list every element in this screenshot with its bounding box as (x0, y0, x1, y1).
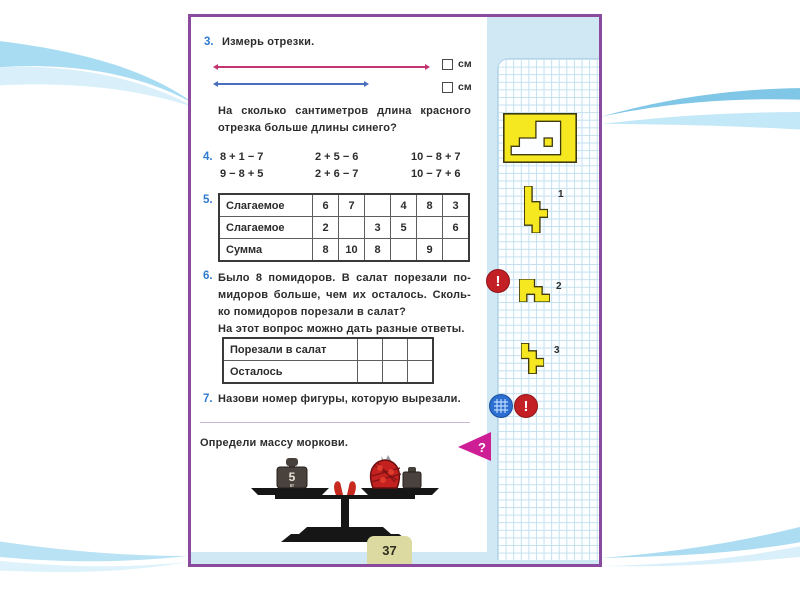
table-cell: 6 (443, 217, 470, 239)
answer-box-icon (442, 82, 453, 93)
exercise-7-text: Назови номер фигуры, которую вырезали. (218, 393, 461, 405)
page-bottom-strip (191, 552, 487, 564)
scale-beam (275, 495, 415, 499)
table-cell: 3 (443, 194, 470, 217)
figure-2-label: 2 (556, 281, 562, 292)
table-cell (365, 194, 391, 217)
table-cell: 3 (365, 217, 391, 239)
left-pointer (334, 481, 343, 495)
table-cell: 10 (339, 239, 365, 262)
table-cell: 4 (391, 194, 417, 217)
five-kg-weight (277, 458, 307, 489)
exercise-6-number: 6. (203, 270, 213, 282)
right-pan (361, 488, 439, 495)
grid-glyph (490, 395, 512, 417)
empty-cell (358, 361, 383, 384)
cm-label: см (458, 81, 472, 93)
question-glyph: ? (478, 440, 486, 455)
weight-value: 5 (288, 470, 296, 484)
small-weight (403, 467, 421, 488)
table-row (219, 194, 469, 217)
exercise-4-number: 4. (203, 151, 213, 163)
question-line: На сколько сантиметров длина красного (218, 105, 471, 117)
expression: 2 + 5 − 6 (315, 151, 359, 163)
figure-1 (524, 186, 548, 233)
text-line: мидоров больше, чем их осталось. Сколь- (218, 289, 471, 301)
expression: 9 − 8 + 5 (220, 168, 264, 180)
exclamation-icon (486, 269, 510, 293)
figure-3 (521, 343, 544, 374)
right-pointer (347, 481, 356, 495)
table-row (223, 361, 433, 384)
section-divider (200, 422, 470, 423)
textbook-page (191, 17, 487, 564)
table-cell (417, 217, 443, 239)
answer-box-icon (442, 59, 453, 70)
text-line: Было 8 помидоров. В салат порезали по- (218, 272, 471, 284)
carrot-bag (371, 455, 401, 488)
table-cell: 8 (417, 194, 443, 217)
table-cell: 2 (313, 217, 339, 239)
row-label: Осталось (223, 361, 358, 384)
exercise-7-number: 7. (203, 393, 213, 405)
expression: 8 + 1 − 7 (220, 151, 264, 163)
expression: 10 − 8 + 7 (411, 151, 461, 163)
table-cell (339, 217, 365, 239)
scale-base-upper (299, 527, 391, 534)
table-cell: 8 (313, 239, 339, 262)
empty-cell (358, 338, 383, 361)
question-line: отрезка больше длины синего? (218, 122, 398, 134)
table-cell: 6 (313, 194, 339, 217)
row-label: Порезали в салат (223, 338, 358, 361)
figure-2 (519, 279, 550, 302)
hole-notch (544, 138, 552, 146)
table-row (223, 338, 433, 361)
text-line: На этот вопрос можно дать разные ответы. (218, 323, 465, 335)
exercise-6-text (218, 270, 471, 338)
tomato-table (222, 337, 434, 384)
figure-3-label: 3 (554, 345, 560, 356)
empty-cell (408, 338, 434, 361)
exercise-4-expressions (220, 151, 470, 181)
table-row (219, 217, 469, 239)
red-segment (215, 66, 428, 68)
exercise-3-number: 3. (204, 36, 214, 48)
addition-table (218, 193, 470, 262)
textbook-page-frame (188, 14, 602, 567)
table-cell (391, 239, 417, 262)
question-arrow (457, 431, 492, 462)
cm-answer-row-2 (442, 81, 472, 93)
table-cell: 8 (365, 239, 391, 262)
grid-panel (487, 17, 599, 564)
table-cell (443, 239, 470, 262)
row-label: Слагаемое (219, 217, 313, 239)
table-row (219, 239, 469, 262)
table-cell: 5 (391, 217, 417, 239)
left-pan (251, 488, 329, 495)
exclamation-glyph: ! (523, 397, 529, 415)
weight-unit: кг (289, 483, 295, 489)
empty-cell (383, 338, 408, 361)
cutout-rectangle-figure (503, 113, 577, 163)
question-arrow-shape (457, 431, 492, 462)
expression: 2 + 6 − 7 (315, 168, 359, 180)
exclamation-glyph: ! (495, 272, 501, 290)
table-cell: 7 (339, 194, 365, 217)
figure-1-label: 1 (558, 189, 564, 200)
exercise-5-number: 5. (203, 194, 213, 206)
blue-segment (215, 83, 367, 85)
text-line: ко помидоров порезали в салат? (218, 306, 407, 318)
grid-notebook-icon (489, 394, 513, 418)
cm-label: см (458, 58, 472, 70)
scale-post (341, 499, 349, 527)
page-number-tab: 37 (367, 536, 412, 564)
exercise-3-title: Измерь отрезки. (222, 36, 315, 48)
empty-cell (383, 361, 408, 384)
exercise-3-question (218, 103, 471, 137)
row-label: Сумма (219, 239, 313, 262)
empty-cell (408, 361, 434, 384)
cm-answer-row-1 (442, 58, 472, 70)
row-label: Слагаемое (219, 194, 313, 217)
table-cell: 9 (417, 239, 443, 262)
exclamation-icon (514, 394, 538, 418)
balance-scale-illustration (245, 454, 445, 546)
mass-task-text: Определи массу моркови. (200, 437, 349, 449)
expression: 10 − 7 + 6 (411, 168, 461, 180)
